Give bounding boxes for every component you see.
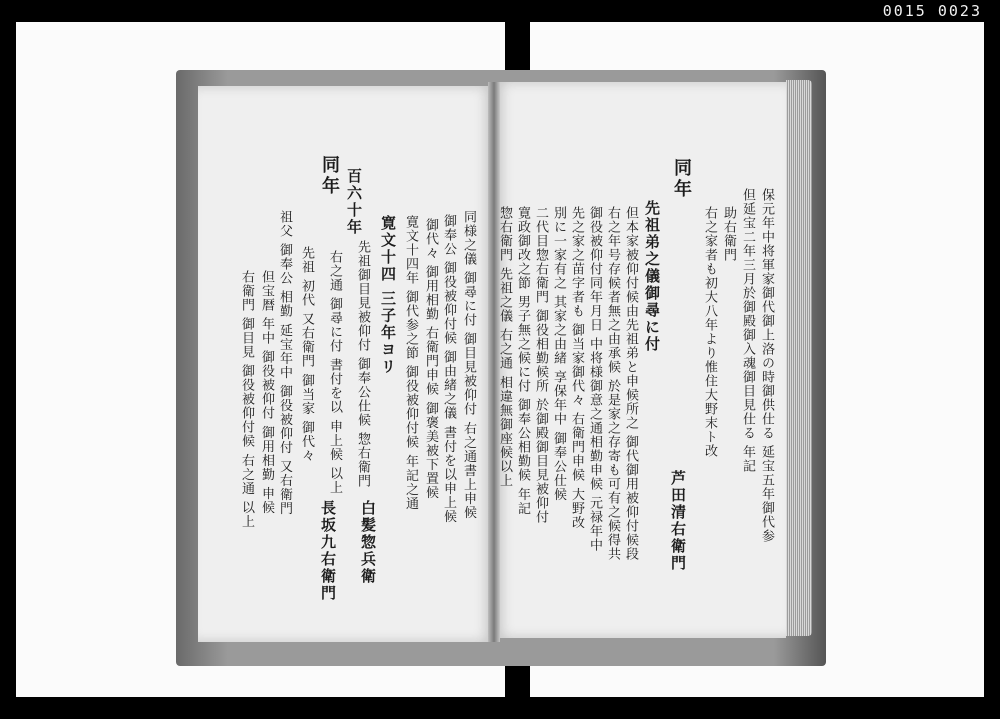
left-page-column: 長坂九右衛門 [319,500,337,602]
left-page-column: 先祖御目見被仰付 御奉公仕候 惣右衛門 [355,240,370,489]
right-page-column: 寛政御改之節 男子無之候に付 御奉公相勤候 年記 [515,206,530,516]
page-edges [786,80,812,636]
right-page-column: 御役被仰付同年月日 中将様御意之通相勤申候 元禄年中 [587,206,602,553]
left-page-column: 寛文十四年 御代参之節 御役被仰付候 年記之通 [403,215,418,511]
left-page-column: 右之通 御尋に付 書付を以 申上候 以上 [327,250,342,495]
left-page-column: 祖父 御奉公 相勤 延宝年中 御役被仰付 又右衛門 [277,210,292,516]
right-page-column: 但延宝二年三月於御殿御入魂御目見仕る 年記 [740,188,755,474]
left-page-column: 同年 [319,155,340,197]
right-page-column: 先之家之苗字者も 御当家御代々 右衛門申候 大野改 [569,206,584,530]
left-page-column: 御代々 御用相勤 右衛門申候 御褒美被下置候 [423,218,438,500]
right-page-column: 二代目惣右衛門 御役相勤候所 於御殿御目見被仰付 [533,206,548,525]
left-page-column: 百六十年 [345,168,363,236]
left-page-column: 先祖 初代 又右衛門 御当家 御代々 [299,246,314,463]
right-page-column: 先祖弟之儀御尋に付 [643,200,661,353]
right-page-column: 芦田清右衛門 [669,470,687,572]
left-page-column: 但宝暦 年中 御役被仰付 御用相勤 申候 [259,270,274,515]
right-page-column: 惣右衛門 先祖之儀 右之通 相違無御座候以上 [497,206,512,488]
right-page-column: 保元年中将軍家御代御上洛の時御供仕る 延宝五年御代参 [759,188,774,544]
right-page-column: 右之年号存候者無之由承候 於是家之存寄も可有之候得共 [605,206,620,562]
left-page-column: 同様之儀 御尋に付 御目見被仰付 右之通書上申候 [461,210,476,520]
right-page-column: 但本家被仰付候由先祖弟と申候所之 御代御用被仰付候段 [623,206,638,562]
right-page-column: 助右衛門 [721,206,736,262]
film-frame-number: 0015 0023 [882,2,982,20]
left-page-column: 御奉公 御役被仰付候 御由緒之儀 書付を以申上候 [441,214,456,524]
right-page-column: 右之家者も初大八年より惟住大野末ト改 [702,206,717,458]
left-page-column: 右衛門 御目見 御役被仰付候 右之通 以上 [239,270,254,529]
right-page-column: 別に一家有之 其家之由緒 享保年中 御奉公仕候 [551,206,566,502]
left-page-column: 寛文十四 三子年ヨリ [379,215,397,376]
left-page-column: 白髪惣兵衛 [359,500,377,585]
right-page-column: 同年 [671,158,692,200]
